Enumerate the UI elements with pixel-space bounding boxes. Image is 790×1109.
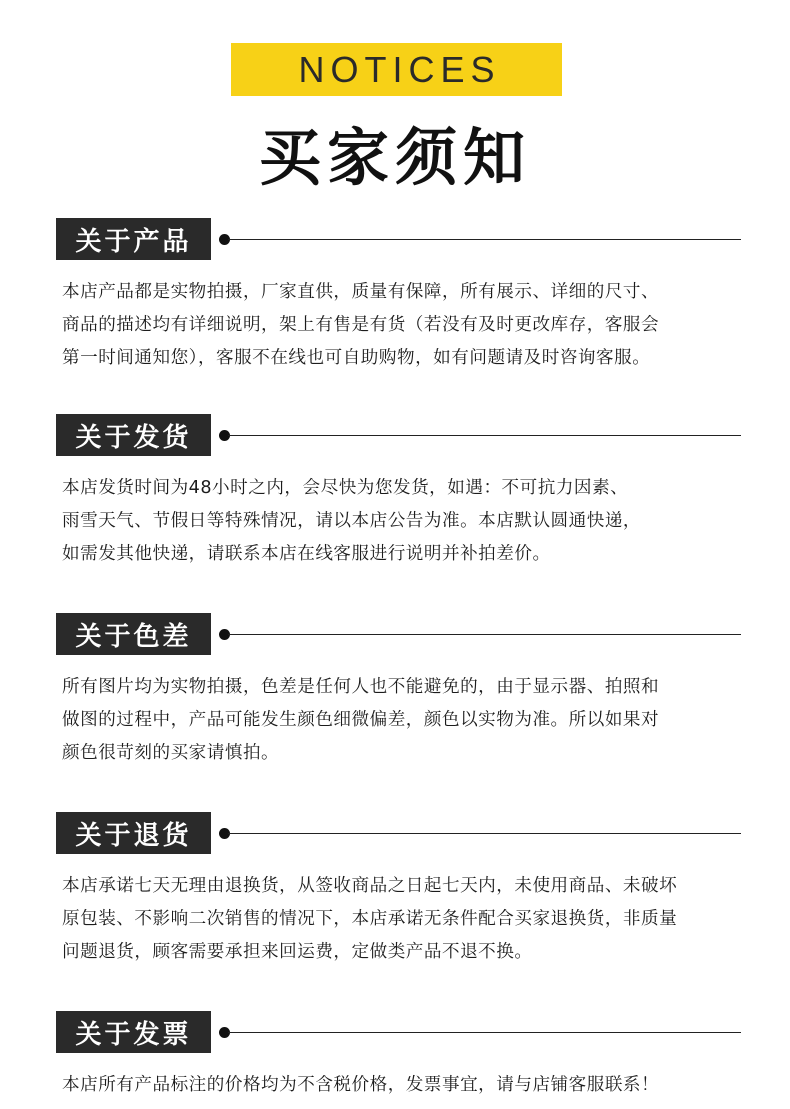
notices-banner bbox=[231, 43, 562, 96]
body-line: 雨雪天气、节假日等特殊情况，请以本店公告为准。本店默认圆通快递， bbox=[62, 511, 642, 531]
section-body bbox=[62, 671, 752, 770]
divider-line bbox=[228, 239, 741, 240]
body-line: 问题退货，顾客需要承担来回运费，定做类产品不退不换。 bbox=[62, 942, 533, 962]
section-body bbox=[62, 472, 752, 571]
divider-line bbox=[228, 435, 741, 436]
section-title: 关于退货 bbox=[56, 812, 211, 854]
section-product bbox=[0, 218, 790, 368]
body-line: 原包装、不影响二次销售的情况下，本店承诺无条件配合买家退换货，非质量 bbox=[62, 909, 678, 929]
body-line: 所有图片均为实物拍摄，色差是任何人也不能避免的，由于显示器、拍照和 bbox=[62, 677, 660, 697]
section-header bbox=[0, 218, 790, 260]
section-header bbox=[0, 414, 790, 456]
body-line: 本店发货时间为48小时之内，会尽快为您发货，如遇：不可抗力因素、 bbox=[62, 478, 629, 498]
section-returns bbox=[0, 812, 790, 962]
section-shipping bbox=[0, 414, 790, 564]
body-line: 做图的过程中，产品可能发生颜色细微偏差，颜色以实物为准。所以如果对 bbox=[62, 710, 660, 730]
section-title: 关于发票 bbox=[56, 1011, 211, 1053]
section-body bbox=[62, 1069, 752, 1102]
section-color-difference bbox=[0, 613, 790, 763]
section-title: 关于发货 bbox=[56, 414, 211, 456]
body-line: 如需发其他快递，请联系本店在线客服进行说明并补拍差价。 bbox=[62, 544, 551, 564]
body-line: 商品的描述均有详细说明，架上有售是有货（若没有及时更改库存，客服会 bbox=[62, 315, 660, 335]
section-title: 关于产品 bbox=[56, 218, 211, 260]
body-line: 颜色很苛刻的买家请慎拍。 bbox=[62, 743, 280, 763]
body-line: 本店产品都是实物拍摄，厂家直供，质量有保障，所有展示、详细的尺寸、 bbox=[62, 282, 660, 302]
section-body bbox=[62, 276, 752, 375]
divider-line bbox=[228, 634, 741, 635]
body-line: 本店承诺七天无理由退换货，从签收商品之日起七天内，未使用商品、未破坏 bbox=[62, 876, 678, 896]
body-line: 本店所有产品标注的价格均为不含税价格，发票事宜，请与店铺客服联系！ bbox=[62, 1075, 660, 1095]
section-title: 关于色差 bbox=[56, 613, 211, 655]
section-body bbox=[62, 870, 752, 969]
banner-text: NOTICES bbox=[298, 48, 501, 90]
body-line: 第一时间通知您），客服不在线也可自助购物，如有问题请及时咨询客服。 bbox=[62, 348, 651, 368]
section-header bbox=[0, 1011, 790, 1053]
divider-line bbox=[228, 1032, 741, 1033]
page-title: 买家须知 bbox=[258, 121, 531, 194]
section-header bbox=[0, 613, 790, 655]
divider-line bbox=[228, 833, 741, 834]
section-invoice bbox=[0, 1011, 790, 1095]
section-header bbox=[0, 812, 790, 854]
